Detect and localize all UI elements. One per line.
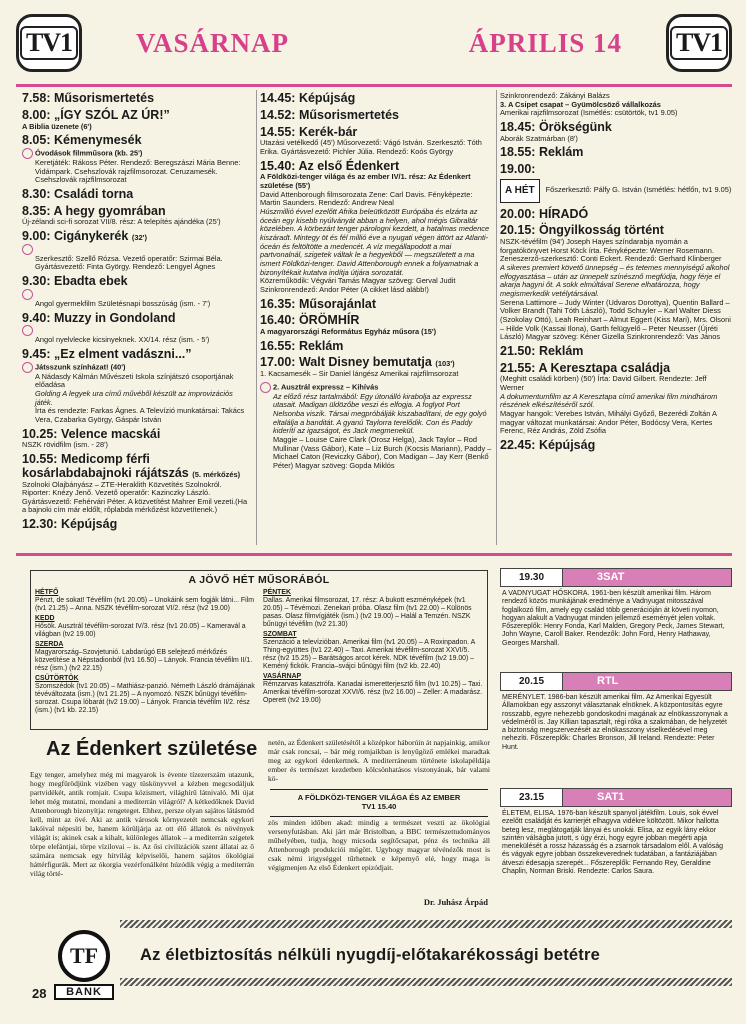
- programme-title: Öngyilkosság történt: [538, 223, 664, 238]
- programme-heading: [22, 92, 252, 106]
- programme-title-suffix: (32'): [131, 233, 147, 243]
- programme-details: [22, 362, 252, 425]
- column-divider: [496, 90, 497, 545]
- satellite-time: 19.30: [501, 569, 563, 586]
- article-author: Dr. Juhász Árpád: [423, 897, 488, 907]
- programme-heading: [22, 348, 252, 362]
- programme-item: [500, 439, 732, 453]
- programme-time: 10.55:: [22, 452, 58, 466]
- programme-item: [260, 298, 492, 312]
- week-day-item: [35, 641, 255, 673]
- programme-item: [500, 362, 732, 436]
- programme-heading: [22, 188, 252, 202]
- programme-time: 22.45:: [500, 438, 536, 453]
- programme-heading: [22, 453, 252, 481]
- tv1-logo-left: TV1: [16, 14, 82, 72]
- programme-text: A Nádasdy Kálmán Művészeti Iskola színjátszó csoportjának előadása: [35, 371, 234, 390]
- programme-time: 12.30:: [22, 517, 58, 532]
- programme-details: [260, 382, 492, 471]
- programme-details: [260, 370, 492, 379]
- programme-item: [22, 312, 252, 345]
- programme-time: 7.58:: [22, 91, 51, 105]
- programme-title: Kerék-bár: [298, 124, 358, 139]
- programme-text: Keretjáték: Rákoss Péter. Rendező: Beregszászi Mária Benne: Vidámpark. Csehszlovák rajzfilmsorozat. Ceruzamesék. Csehszlovák rajzfilmsorozat: [35, 157, 241, 185]
- programme-heading: [260, 92, 492, 106]
- programme-time: 18.55:: [500, 145, 536, 160]
- week-day-item: [35, 675, 255, 715]
- week-day-label: KEDD: [35, 615, 55, 622]
- programme-details: [22, 481, 252, 516]
- programme-text-2: Maggie – Louise Caire Clark (Orosz Helga), Jack Taylor – Rod Mullinar (Vass Gábor), Kate – Liz Burch (Kocsis Mariann), Paddy – Michael Caton (Reviczky Gábor), Con Madigan – Jay Kerr (Benkő Péter) Magyar szöveg: Gopda Miklós: [273, 435, 492, 471]
- programme-details: [260, 139, 492, 156]
- tv1-logo-right: TV1: [666, 14, 732, 72]
- programme-title: Medicomp férfi kosárlabdabajnoki rájátszás: [22, 452, 189, 480]
- programme-time: 21.50:: [500, 343, 536, 358]
- programme-column-3: [500, 92, 732, 456]
- programme-title: Műsorismertetés: [53, 91, 155, 105]
- next-week-right: [263, 589, 483, 717]
- programme-details: [260, 328, 492, 337]
- date-title: ÁPRILIS 14: [468, 28, 622, 58]
- satellite-item: [500, 568, 732, 648]
- week-day-item: [35, 589, 255, 613]
- ad-text: Az életbiztosítás nélküli nyugdíj-előtakarékossági betétre: [140, 946, 600, 964]
- week-day-item: [263, 589, 483, 629]
- programme-time: 21.55:: [500, 360, 536, 375]
- programme-title: HÍRADÓ: [538, 206, 589, 221]
- programme-heading: [500, 208, 732, 222]
- satellite-header: [500, 672, 732, 691]
- programme-text: Utazási vetélkedő (45') Műsorvezető: Vágó István. Szerkesztő: Tóth Erika. Gyártásvezető: Pichler Júlia. Rendező: Koós György: [260, 138, 482, 156]
- programme-details: [500, 375, 732, 436]
- week-day-text: Magyarország–Szovjetunió. Labdarúgó EB selejtező mérkőzés közvetítése a Népstadionból (tv1 16.50) – Lányok. Francia tévéfilm II/1. rész (ism.) (tv2 22.15): [35, 649, 253, 672]
- programme-item: [260, 160, 492, 295]
- programme-item: [260, 126, 492, 157]
- programme-title: A hegy gyomrában: [53, 203, 166, 218]
- programme-time: 8.00:: [22, 107, 51, 122]
- programme-time: 8.35:: [22, 203, 51, 218]
- programme-details: [22, 289, 252, 309]
- programme-text-2: Magyar hangok: Verebes István, Mihályi Győző, Bezerédi Zoltán A magyar változat munkatársai: Andor Péter, Bodócsy Vera, Kertes Ferenc, Réz András, Zöld Zsófia: [500, 409, 717, 436]
- week-day-text: Rémzarvas katasztrófa. Kanadai ismeretterjesztő film (tv1 10.25) – Taxi. Amerikai tévéfilm-sorozat XXVI/6. rész (tv2 16.00) – Zeller: A madarász. Operett (tv2 19.00): [263, 681, 483, 704]
- circle-marker-icon: [22, 362, 33, 373]
- satellite-header: [500, 788, 732, 807]
- programme-item: [500, 345, 732, 359]
- circle-marker-icon: [22, 148, 33, 159]
- programme-heading: [260, 356, 492, 370]
- programme-heading: [22, 205, 252, 219]
- programme-time: 9.45:: [22, 346, 51, 361]
- programme-title: Walt Disney bemutatja: [298, 355, 432, 370]
- programme-item: [22, 428, 252, 450]
- satellite-item: [500, 788, 732, 876]
- programme-heading: [260, 109, 492, 123]
- programme-details: [500, 92, 732, 118]
- programme-text: Szolnoki Olajbányász – ZTE-Heraklith Közvetítés Szolnokról. Riporter: Knézy Jenő. Vezető operatőr: Kazinczky László. Gyártásvezető: Fehérvári Péter. A közvetítést Mahrer Emil vezeti.(Ha a bajnoki cím már eldőlt, rőplabda mérkőzést közvetítenek.): [22, 479, 248, 515]
- programme-title: Reklám: [538, 343, 584, 358]
- programme-text: Főszerkesztő: Pálfy G. István (Ismétlés: hétfőn, tv1 9.05): [545, 185, 732, 195]
- satellite-text: ÉLETEM, ELISA. 1976-ban készült spanyol játékfilm. Louis, sok évvel ezelőtt családját és karrierjét elhagyva vidékre költözött. Mikor hallotta beteg lesz, meglátogatják lányai és unokái. Elisa, az egyik lány ekkor szintén válságba jutott, s úgy érzi, hogy egyre jobban megérti apja menekülését a rossz házasság és a zsarnok társadalom elől. A valóság és vágyak egyre jobban összekeverednek tudatában, a fantáziájában átveszi édesapja szerepét... Főszereplők: Fernando Rey, Geraldine Chaplin, Norman Briski. Rendezte: Carlos Saura.: [502, 810, 724, 875]
- programme-title: ÖRÖMHÍR: [298, 313, 360, 328]
- programme-heading: [500, 121, 732, 135]
- programme-title: A Keresztapa családja: [538, 360, 671, 375]
- programme-details: [22, 325, 252, 345]
- programme-time: 10.25:: [22, 426, 58, 441]
- programme-time: 17.00:: [260, 355, 296, 370]
- programme-item: [22, 109, 252, 131]
- programme-title: Reklám: [298, 338, 344, 353]
- programme-time: 14.45:: [260, 91, 296, 105]
- programme-text: 1. Kacsamesék – Sir Daniel lángész Amerikai rajzfilmsorozat: [260, 369, 459, 379]
- programme-subtitle: Óvodások filmműsora (kb. 25'): [35, 148, 143, 158]
- programme-text: David Attenborough filmsorozata Zene: Carl Davis. Fényképezte: Martin Saunders. Rendező: Andrew Neal: [260, 189, 473, 208]
- article-box-line-2: TV1 15.40: [361, 802, 397, 811]
- programme-time: 16.40:: [260, 313, 296, 328]
- circle-marker-icon: [22, 289, 33, 300]
- week-day-label: SZOMBAT: [263, 631, 297, 638]
- section-divider: [16, 553, 732, 556]
- programme-item: [22, 188, 252, 202]
- programme-title: Cigánykerék: [53, 229, 129, 244]
- programme-item: [22, 205, 252, 227]
- programme-heading: [22, 275, 252, 289]
- programme-details: [260, 173, 492, 294]
- circle-marker-icon: [22, 325, 33, 336]
- programme-details: [500, 238, 732, 342]
- programme-heading: [500, 163, 732, 177]
- programme-title: „Ez elment vadászni...”: [53, 346, 192, 361]
- programme-item: [22, 453, 252, 515]
- programme-title: Műsorismertetés: [298, 107, 399, 122]
- day-title: VASÁRNAP: [136, 28, 290, 58]
- programme-details: [22, 244, 252, 272]
- programme-title: Kémenymesék: [53, 133, 142, 148]
- satellite-header: [500, 568, 732, 587]
- circle-marker-icon: [22, 244, 33, 255]
- programme-heading: [260, 298, 492, 312]
- programme-details: [22, 218, 252, 227]
- programme-synopsis: Az előző rész tartalmából: Egy útonálló kirabolja az expressz utasait. Madigan üldözőbe veszi és elfogja. A foglyot Port Nelsonba viszik. Társai megpróbálják kiszabadítani, de egy golyó eltalálja a banditát. A gyanú Taylorra terelődik. Con és Paddy kiderítí az igazságot, és Jack megmenekül.: [273, 391, 487, 436]
- programme-heading: [22, 518, 252, 532]
- programme-time: 20.15:: [500, 223, 536, 238]
- programme-time: 14.52:: [260, 107, 296, 122]
- week-day-label: PÉNTEK: [263, 589, 291, 596]
- programme-text-2: Serena Lattimore – Judy Winter (Udvaros Dorottya), Quentin Ballard – Volker Brandt (Tahi Tóth László), Todd Schuyler – Karl Walter Diess (Szokolay Ottó), Leah Reinhart – Almut Eggert (Kiss Mari), Mrs. Olsoni – Hilde Volk (Kassai Ilona), Garth felügyelő – Peter Neusser (Újréti László) Magyar szöveg: Kéner Gizella Szinkronrendező: Vas János: [500, 297, 731, 342]
- ad-stripe-top: [120, 920, 732, 928]
- programme-subtitle: A Földközi-tenger világa és az ember IV/1. rész: Az Édenkert születése (55'): [260, 172, 471, 190]
- circle-marker-icon: [260, 382, 271, 393]
- programme-heading: [260, 314, 492, 328]
- programme-time: 9.00:: [22, 229, 51, 244]
- programme-text-2: Közreműködik: Végvári Tamás Magyar szöveg: Gerval Judit Szinkronrendező: Andor Péter (A cikket lásd alább!): [260, 276, 456, 294]
- programme-heading: [22, 428, 252, 442]
- week-day-text: Szenzáció a televízióban. Amerikai film (tv1 20.05) – A Roxinpadon. A Thing-együttes (tv1 22.40) – Taxi. Amerikai tévéfilm-sorozat XXVI/5. rész (tv2 15.25) – Barátságos arcot kérek. NDK tévéfilm (tv2 19.00) – Keméný fickók. Francia–svájci bűnügyi film (tv2 kb. 22.40): [263, 639, 475, 670]
- programme-item: [22, 92, 252, 106]
- next-week-left: [35, 589, 255, 717]
- satellite-channel: SAT1: [563, 789, 731, 806]
- programme-subtitle: A Biblia üzenete (6'): [22, 121, 92, 131]
- programme-subtitle: Játsszunk színházat! (40'): [35, 362, 126, 372]
- article-title: Az Édenkert születése: [46, 738, 258, 760]
- article-paragraph-3: zös minden időben akad: mindig a természet veszti az ökológiai versenyfutásban. Aki járt már Bristolban, a BBC természettudományos műhelyében, tudja, hogy micsoda segítőcsapat, pénz és technika áll Attenborough produkciói mögött. Ugyhogy magyar tévénézők most is csak némi irigységgel tűrhetnek e képernyő elé, hogy maga is végigmenjen Az első Édenkert epizódjait.: [268, 818, 490, 872]
- programme-title: Az első Édenkert: [298, 158, 400, 173]
- programme-item: [22, 518, 252, 532]
- programme-item: [500, 163, 732, 204]
- programme-synopsis: A sikeres premiert követő ünnepség – és tetemes mennyiségű alkohol elfogyasztása – után az ünnepelt színésznő megfúdja, hogy férje el akarja hagyni őt. A sokk elmúltával Serene elhatározza, hogy megismerkedik vetélytársával.: [500, 263, 730, 298]
- week-day-label: SZERDA: [35, 641, 64, 648]
- programme-time: 9.30:: [22, 274, 51, 289]
- programme-text-2: Írta és rendezte: Farkas Ágnes. A Televízió munkatársai: Takács Vera, Czabarka György, Gáspár István: [35, 406, 245, 424]
- next-week-title: A JÖVŐ HÉT MŰSORÁBÓL: [188, 574, 330, 586]
- programme-synopsis: A dokumentumfilm az A Keresztapa című amerikai film mindhárom részének elkészítéséről szól.: [500, 391, 718, 410]
- programme-item: [260, 109, 492, 123]
- programme-title: „ÍGY SZÓL AZ ÚR!”: [53, 107, 170, 122]
- programme-heading: [500, 146, 732, 160]
- programme-title: Örökségünk: [538, 119, 612, 134]
- programme-subtitle: 2. Ausztrál expressz – Kihívás: [273, 382, 379, 392]
- satellite-text: A VADNYUGAT HŐSKORA. 1961-ben készült amerikai film. Három rendező közös munkájának eredménye a Vadnyugat mitosszával foglalkozó film, amely egy család több generációján át követi nyomon, hogyan alakult a Vadnyugat minden jellemző eseményét jelen voltak. Főszereplők: Henry Fonda, Karl Malden, Gregory Peck, James Stewart, John Wayne, Caroll Baker. Rendezők: John Ford, Henry Hathaway, Georges Marshall.: [502, 590, 725, 647]
- programme-heading: [260, 160, 492, 174]
- programme-title-suffix: (5. mérkőzés): [192, 469, 241, 479]
- programme-item: [500, 92, 732, 118]
- programme-item: [22, 134, 252, 185]
- programme-title-suffix: (103'): [435, 359, 455, 369]
- programme-details: [22, 441, 252, 450]
- programme-text: Aborák Szatmárban (8'): [500, 133, 578, 143]
- satellite-channel: RTL: [563, 673, 731, 690]
- programme-item: [260, 356, 492, 378]
- programme-time: 14.55:: [260, 124, 296, 139]
- programme-item: [500, 146, 732, 160]
- programme-details: [22, 123, 252, 132]
- programme-details: [500, 177, 732, 205]
- programme-item: [500, 208, 732, 222]
- programme-heading: [500, 224, 732, 238]
- programme-title: Családi torna: [53, 186, 134, 201]
- programme-time: 9.40:: [22, 310, 51, 325]
- week-day-label: CSÜTÖRTÖK: [35, 675, 79, 682]
- week-day-label: VASÁRNAP: [263, 673, 302, 680]
- programme-text-2: Amerikai rajzfilmsorozat (Ismétlés: csütörtök, tv1 9.05): [500, 108, 678, 118]
- programme-subtitle: 3. A Csipet csapat – Gyümölcsöző vállalkozás: [500, 99, 661, 109]
- programme-text: Angol nyelvlecke kicsinyeknek. XX/14. rész (ism. - 5'): [35, 335, 210, 345]
- ad-stripe-bottom: [120, 978, 732, 986]
- programme-heading: [500, 439, 732, 453]
- week-day-text: Dallas. Amerikai filmsorozat, 17. rész: A bukott eszményképek (tv1 20.05) – Tévémozi. Zenekari próba. Olasz film (tv1 22.00) – Különös pasas. Olasz filmvígjáték (ism.) (tv2 19.00) – Halál a Temzén. NSZK bűnügyi tévéfilm (tv2 21.30): [263, 597, 472, 628]
- programme-details: [500, 135, 732, 144]
- programme-text: NSZK rövidfilm (ism. - 28'): [22, 440, 108, 450]
- next-week-box: [30, 570, 488, 730]
- programme-title: Velence macskái: [60, 426, 161, 441]
- programme-item: [500, 121, 732, 143]
- programme-time: 15.40:: [260, 158, 296, 173]
- satellite-item: [500, 672, 732, 752]
- week-day-item: [263, 673, 483, 705]
- programme-item: [260, 92, 492, 106]
- header-divider: [16, 84, 732, 87]
- programme-column-2: [260, 92, 492, 474]
- programme-item: [500, 224, 732, 342]
- programme-title: Képújság: [60, 517, 118, 532]
- week-day-text: Hősök. Ausztrál tévéfilm-sorozat IV/3. rész (tv1 20.05) – Kameravál a világban (tv2 19.00): [35, 623, 246, 638]
- programme-text: NSZK-tévéfilm (94') Joseph Hayes színdarabja nyomán a forgatókönyvet Horst Köck írta. Fényképezte: Werner Rosemann. Zeneszerző-szerkesztő: Conti Eckert. Rendező: Gerhard Klinberger: [500, 237, 722, 264]
- badge-row: [500, 177, 732, 205]
- programme-heading: [500, 345, 732, 359]
- programme-title: Képújság: [538, 438, 596, 453]
- programme-item: [260, 314, 492, 336]
- bank-label: BANK: [54, 984, 114, 1000]
- programme-item: [22, 275, 252, 308]
- programme-time: 20.00:: [500, 206, 536, 221]
- programme-subtitle: A magyarországi Református Egyház műsora (15'): [260, 327, 437, 336]
- programme-time: 8.30:: [22, 186, 51, 201]
- programme-heading: [22, 230, 252, 244]
- programme-item: [22, 348, 252, 425]
- column-divider: [256, 90, 257, 545]
- satellite-text: MERÉNYLET. 1986-ban készült amerikai film. Az Amerikai Egyesült Államokban egy asszonyt választanak elnöknek. A központosítás egyre rosszabb, egyre nehezebb gondoskodni magának az elnökasszonynak a védelméről is. Jay Killian tapasztalt, régi róka a szakmában, de helyzetét a biztonság megszervezését az elnökasszony viselkedésével meg nehezíti. Főszereplők: Charles Bronson, Jill Ireland. Rendezte: Peter Hunt.: [502, 694, 728, 751]
- programme-time: 8.05:: [22, 133, 51, 148]
- programme-item: [260, 382, 492, 471]
- week-day-item: [263, 631, 483, 671]
- satellite-channel: 3SAT: [563, 569, 731, 586]
- programme-title: Ebadta ebek: [53, 274, 128, 289]
- week-day-item: [35, 615, 255, 639]
- article-box: [270, 789, 488, 817]
- programme-text: Szinkronrendező: Zákányi Balázs: [500, 91, 610, 100]
- week-day-text: Pénzt, de sokat! Tévéfilm (tv1 20.05) – Unokáink sem fogják látni... Film (tv1 21.25) – Anna. NSZK tévéfilm-sorozat VI/2. rész (tv2 19.00): [35, 597, 254, 612]
- week-day-text: Szomszédok (tv1 20.05) – Mathiász-panzió. Németh László drámájának tévéváltozata (ism.) (tv1 21.25) – A nyomozó. NSZK bűnügyi tévéfilm-sorozat. Csupa lóbarát (tv2 19.00) – Lányok. Francia tévéfilm II/2. rész (ism.) (tv1 kb. 22.15): [35, 683, 255, 714]
- programme-time: 18.45:: [500, 119, 536, 134]
- page-header: [16, 8, 732, 80]
- a-het-badge: A HÉT: [500, 179, 540, 203]
- programme-heading: [500, 362, 732, 376]
- programme-time: 16.35:: [260, 296, 296, 311]
- bank-logo: TF: [58, 930, 110, 982]
- programme-time: 16.55:: [260, 338, 296, 353]
- programme-heading: [22, 109, 252, 123]
- programme-heading: [260, 126, 492, 140]
- programme-item: [22, 230, 252, 272]
- programme-synopsis: Golding A legyek ura című művéből készült az improvizációs játék.: [35, 388, 233, 407]
- programme-text: Szerkesztő: Szellő Rózsa. Vezető operatőr: Szirmai Béla. Gyártásvezető: Finta György. Rendező: Lengyel Ágnes: [35, 253, 223, 272]
- programme-time: 19.00:: [500, 162, 536, 177]
- satellite-time: 20.15: [501, 673, 563, 690]
- programme-title: Muzzy in Gondoland: [53, 310, 176, 325]
- programme-heading: [22, 134, 252, 148]
- programme-item: [260, 340, 492, 354]
- programme-title: Műsorajánlat: [298, 296, 377, 311]
- programme-heading: [260, 340, 492, 354]
- programme-title: Reklám: [538, 145, 584, 160]
- programme-heading: [22, 312, 252, 326]
- article-box-line-1: A FÖLDKÖZI-TENGER VILÁGA ÉS AZ EMBER: [297, 793, 461, 802]
- programme-title: Képújság: [298, 91, 356, 105]
- week-day-label: HÉTFŐ: [35, 589, 59, 596]
- page-number: 28: [32, 986, 47, 1001]
- programme-text: Angol gyermekfilm Születésnapi bosszúság (ism. - 7'): [35, 298, 211, 308]
- article-paragraph-1: Egy tenger, amelyhez még mi magyarok is évente tízezerszám utazunk, hogy megfürödjünk vizében vagy tüskönyvvel a kézben megcsodáljuk partvidékét, antik romjait. Csupa közismert, világhírű látnivaló. Mi újat lehet még mutatni, mondani a mediterrán világról? A kétkedőknek David Attenborough bizonyítja: rengeteget. Ehhez, persze olyan sajátos látásmód kell, mint az övé. Aki az antik városok környezetét nemcsak egykori lakóival népesíti be, hanem körüljárja az ott élő állatok és növények világát is; akinek csak a kihalt, különleges állatok – a mediterrán szigetek törpe elefántjai, törpe vízilovai – is. Az ősi civilizációk szent állatai az ő számára nemcsak egy hitvilág képviselői, hanem sajátos ökológiai háttérfigurák. Mert az ókorgia vezérfonálként húzódik végig a mediterrán világ törté-: [30, 770, 254, 878]
- programme-details: [22, 148, 252, 185]
- programme-text: (Meghitt családi körben) (50') Írta: David Gilbert. Rendezte: Jeff Werner: [500, 374, 707, 393]
- programme-synopsis: Húszmillió évvel ezelőtt Afrika beleütközött Európába és elzárta az óceán egy kisebb nyúlványát abban a helyen, ahol mégis Gibraltár közelében. A körbezárt tenger párologni kezdett, a hatalmas medence kiszáradt. Mintegy öt és fél millió éve a nyugati végen áttört az Atlanti-óceán és feltöltötte a medencét. A víz megállapodott a mai partvonalnál, szigetek váltak le a hegyekből — megszületett a ma ismert Földközi-tenger. David Attenborough ennek a folyamatnak a bizonyítékait kutatva indítja útjára sorozatát.: [260, 206, 490, 277]
- programme-column-1: [22, 92, 252, 535]
- article-paragraph-2: netén, az Édenkert születésétől a középkor háborúin át napjainkig, amikor már csak roncsai, – bár még romjaikban is lenyűgöző emlékei maradtak meg az egykori édenkertnek. A mediterráneum története iskolapéldája ember és természet kezdetben kölcsönhatásos viszonyának, bár valami kö-: [268, 738, 490, 783]
- programme-text: Új-zélandi sci-fi sorozat VII/8. rész: A telepítés ajándéka (25'): [22, 217, 221, 227]
- satellite-time: 23.15: [501, 789, 563, 806]
